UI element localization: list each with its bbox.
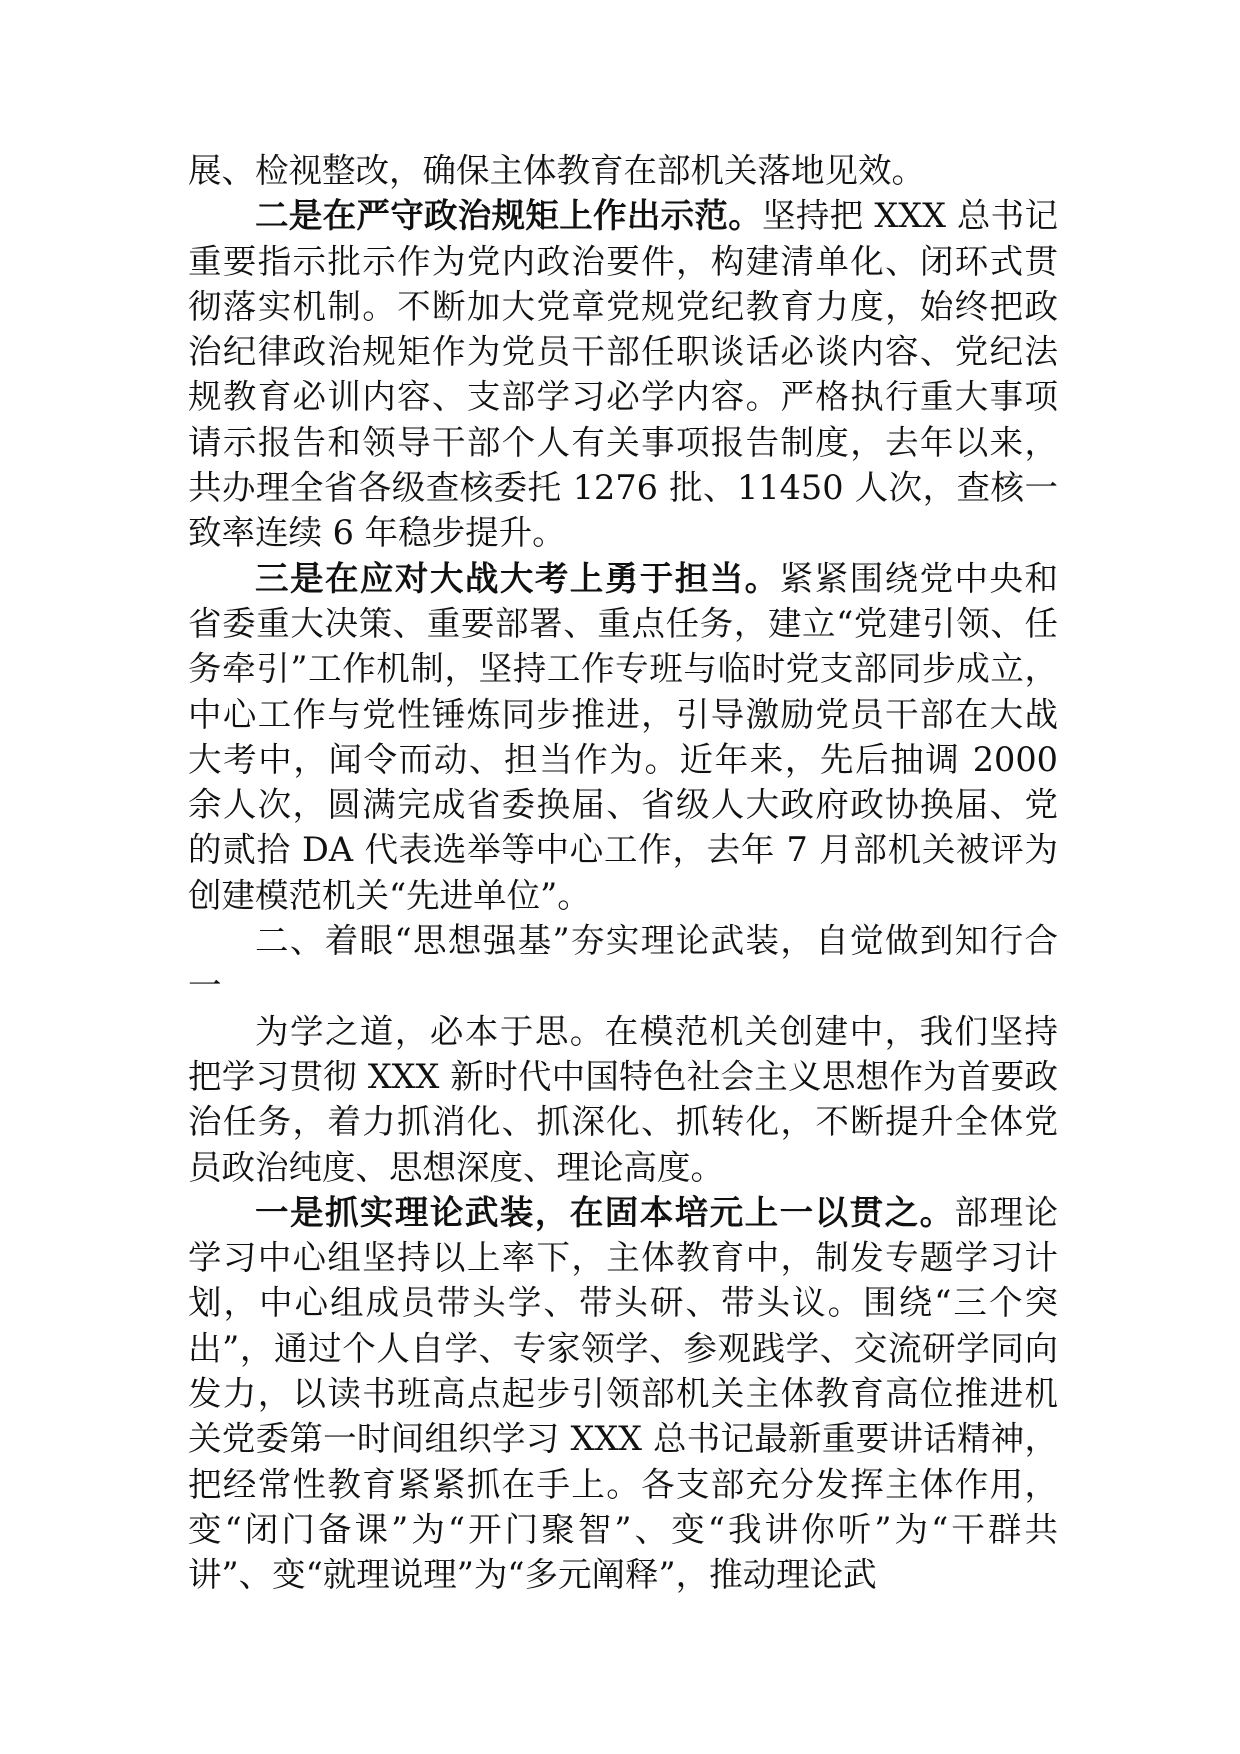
paragraph-text: 紧紧围绕党中央和省委重大决策、重要部署、重点任务，建立“党建引领、任务牵引”工作机制，坚持工作专班与临时党支部同步成立，中心工作与党性锤炼同步推进，引导激励党员干部在大战大考中，闻令而动、担当作为。近年来，先后抽调 2000 余人次，圆满完成省委换届、省级人大政府政协换届、党的贰拾 DA 代表选举等中心工作，去年 7 月部机关被评为创建模范机关“先进单位”。 xyxy=(188,558,1059,915)
section-heading-text: 二、着眼“思想强基”夯实理论武装，自觉做到知行合一 xyxy=(188,921,1058,1006)
paragraph-major-tests xyxy=(188,556,1058,918)
paragraph-lead: 三是在应对大战大考上勇于担当。 xyxy=(255,558,780,598)
paragraph-intro xyxy=(188,1009,1058,1190)
paragraph-political-rules xyxy=(188,193,1058,555)
paragraph-text: 展、检视整改，确保主体教育在部机关落地见效。 xyxy=(188,151,925,190)
body-text xyxy=(188,148,1058,1598)
section-heading xyxy=(188,918,1058,1009)
paragraph-theory-study xyxy=(188,1190,1058,1598)
paragraph-continuation xyxy=(188,148,1058,193)
paragraph-lead: 二是在严守政治规矩上作出示范。 xyxy=(255,196,763,236)
paragraph-text: 为学之道，必本于思。在模范机关创建中，我们坚持把学习贯彻 XXX 新时代中国特色社会主义思想作为首要政治任务，着力抓消化、抓深化、抓转化，不断提升全体党员政治纯度、思想深度、理论高度。 xyxy=(188,1011,1058,1187)
paragraph-text: 坚持把 XXX 总书记重要指示批示作为党内政治要件，构建清单化、闭环式贯彻落实机制。不断加大党章党规党纪教育力度，始终把政治纪律政治规矩作为党员干部任职谈话必谈内容、党纪法规教育必训内容、支部学习必学内容。严格执行重大事项请示报告和领导干部个人有关事项报告制度，去年以来，共办理全省各级查核委托 1276 批、11450 人次，查核一致率连续 6 年稳步提升。 xyxy=(188,196,1058,553)
paragraph-text: 部理论学习中心组坚持以上率下，主体教育中，制发专题学习计划，中心组成员带头学、带头研、带头议。围绕“三个突出”，通过个人自学、专家领学、参观践学、交流研学同向发力，以读书班高点起步引领部机关主体教育高位推进机关党委第一时间组织学习 XXX 总书记最新重要讲话精神，把经常性教育紧紧抓在手上。各支部充分发挥主体作用，变“闭门备课”为“开门聚智”、变“我讲你听”为“干群共讲”、变“就理说理”为“多元阐释”，推动理论武 xyxy=(188,1192,1059,1595)
paragraph-lead: 一是抓实理论武装，在固本培元上一以贯之。 xyxy=(255,1192,955,1232)
